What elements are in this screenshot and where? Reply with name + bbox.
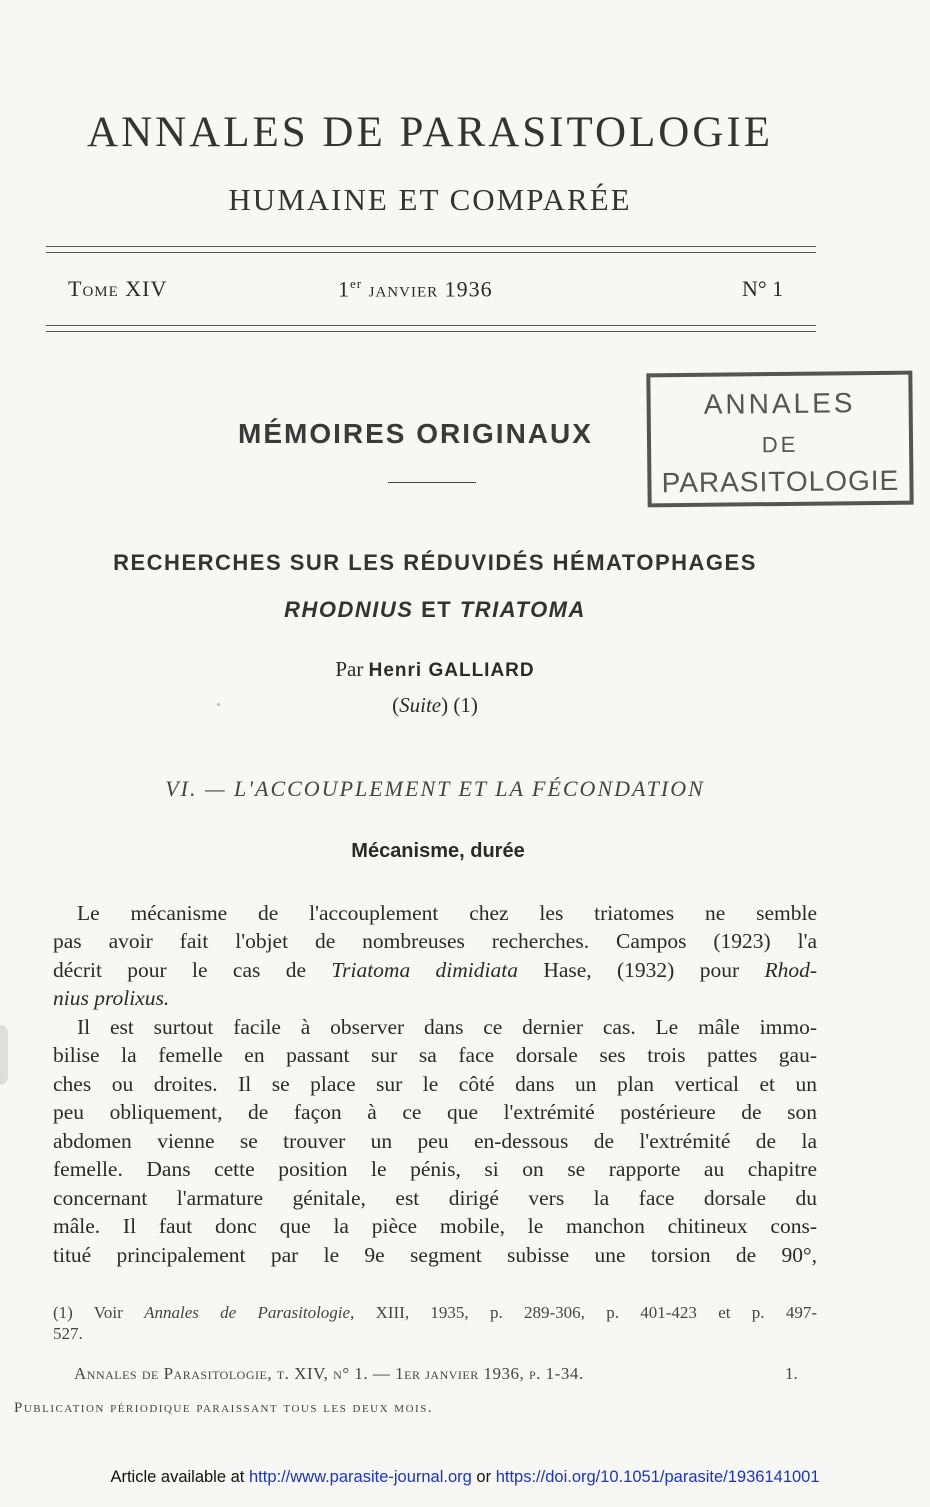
stamp-line-2: DE (761, 431, 799, 458)
footnote-ref: (1) (453, 693, 478, 717)
issue-date (338, 276, 493, 302)
section-title: MÉMOIRES ORIGINAUX (238, 418, 593, 449)
article-genera (0, 597, 870, 623)
footnote-text: XIII, 1935, p. 289-306, p. 401-423 et p. 497- (375, 1303, 817, 1322)
genera-conjunction: ET (421, 597, 453, 622)
body-line: Il est surtout facile à observer dans ce dernier cas. Le mâle immo- (77, 1015, 817, 1039)
subheading: Mécanisme, durée (351, 840, 525, 862)
body-line: ches ou droites. Il se place sur le côté dans un plan vertical et un (53, 1072, 817, 1096)
stamp-line-3: PARASITOLOGIE (661, 464, 900, 499)
body-text: décrit pour le cas de (53, 958, 306, 982)
date-sup: er (350, 276, 363, 291)
byline (0, 657, 870, 682)
doi-link[interactable]: https://doi.org/10.1051/parasite/1936141001 (495, 1468, 820, 1486)
journal-subtitle: HUMAINE ET COMPARÉE (228, 182, 632, 217)
publication-note: Publication périodique paraissant tous les deux mois. (14, 1400, 434, 1416)
journal-link[interactable]: http://www.parasite-journal.org (248, 1468, 472, 1486)
body-line: peu obliquement, de façon à ce que l'extrémité postérieure de son (53, 1100, 817, 1124)
scan-edge-shadow (0, 1025, 8, 1085)
running-footer: Annales de Parasitologie, t. XIV, n° 1. — 1er janvier 1936, p. 1-34. (74, 1364, 584, 1383)
header-rule-top (46, 246, 816, 247)
header-rule-bottom (46, 325, 816, 326)
body-text: Hase, (1932) pour (543, 958, 740, 982)
body-line: abdomen vienne se trouver un peu en-dessous de l'extrémité de la (53, 1129, 817, 1153)
library-stamp (646, 371, 913, 508)
section-divider (388, 482, 476, 483)
body-line: mâle. Il faut donc que la pièce mobile, le manchon chitineux cons- (53, 1214, 817, 1238)
footnote-line (53, 1301, 817, 1324)
body-line: nius prolixus. (53, 986, 170, 1010)
speck (217, 703, 220, 706)
genus-triatoma: TRIATOMA (459, 597, 586, 622)
body-line: femelle. Dans cette position le pénis, si on se rapporte au chapitre (53, 1157, 817, 1181)
header-rule-top-second (46, 252, 816, 253)
availability-or: or (476, 1468, 492, 1486)
section-heading: VI. — L'ACCOUPLEMENT ET LA FÉCONDATION (165, 776, 705, 801)
body-line (53, 956, 817, 984)
species-name: Triatoma dimidiata (331, 958, 518, 982)
tome-label: Tome XIV (68, 276, 168, 301)
body-line: pas avoir fait l'objet de nombreuses recherches. Campos (1923) l'a (53, 929, 817, 953)
body-line: Le mécanisme de l'accouplement chez les triatomes ne semble (77, 901, 817, 925)
author-name: Henri GALLIARD (368, 660, 535, 681)
issue-number: N° 1 (742, 276, 784, 301)
genus-rhodnius: RHODNIUS (284, 597, 414, 622)
footnote-text: (1) Voir (53, 1303, 123, 1322)
byline-par: Par (335, 657, 364, 681)
article-title: RECHERCHES SUR LES RÉDUVIDÉS HÉMATOPHAGES (113, 550, 757, 575)
suite-note: (Suite) (1) (392, 693, 478, 717)
body-line: bilise la femelle en passant sur sa face dorsale ses trois pattes gau- (53, 1043, 817, 1067)
header-rule-bottom-second (46, 331, 816, 332)
footnote-journal: Annales de Parasitologie, (144, 1303, 355, 1322)
stamp-line-1: ANNALES (703, 387, 856, 420)
species-name: Rhod- (764, 958, 817, 982)
article-availability (0, 1468, 930, 1487)
date-day: 1 (338, 276, 350, 302)
page-number: 1. (785, 1364, 798, 1383)
journal-title: ANNALES DE PARASITOLOGIE (87, 109, 773, 156)
suite-label: Suite (399, 693, 442, 717)
availability-prefix: Article available at (110, 1468, 245, 1486)
footnote-line: 527. (53, 1324, 83, 1343)
date-rest: janvier 1936 (368, 276, 493, 302)
body-line: concernant l'armature génitale, est dirigé vers la face dorsale du (53, 1186, 817, 1210)
body-line: titué principalement par le 9e segment subisse une torsion de 90°, (53, 1243, 817, 1267)
